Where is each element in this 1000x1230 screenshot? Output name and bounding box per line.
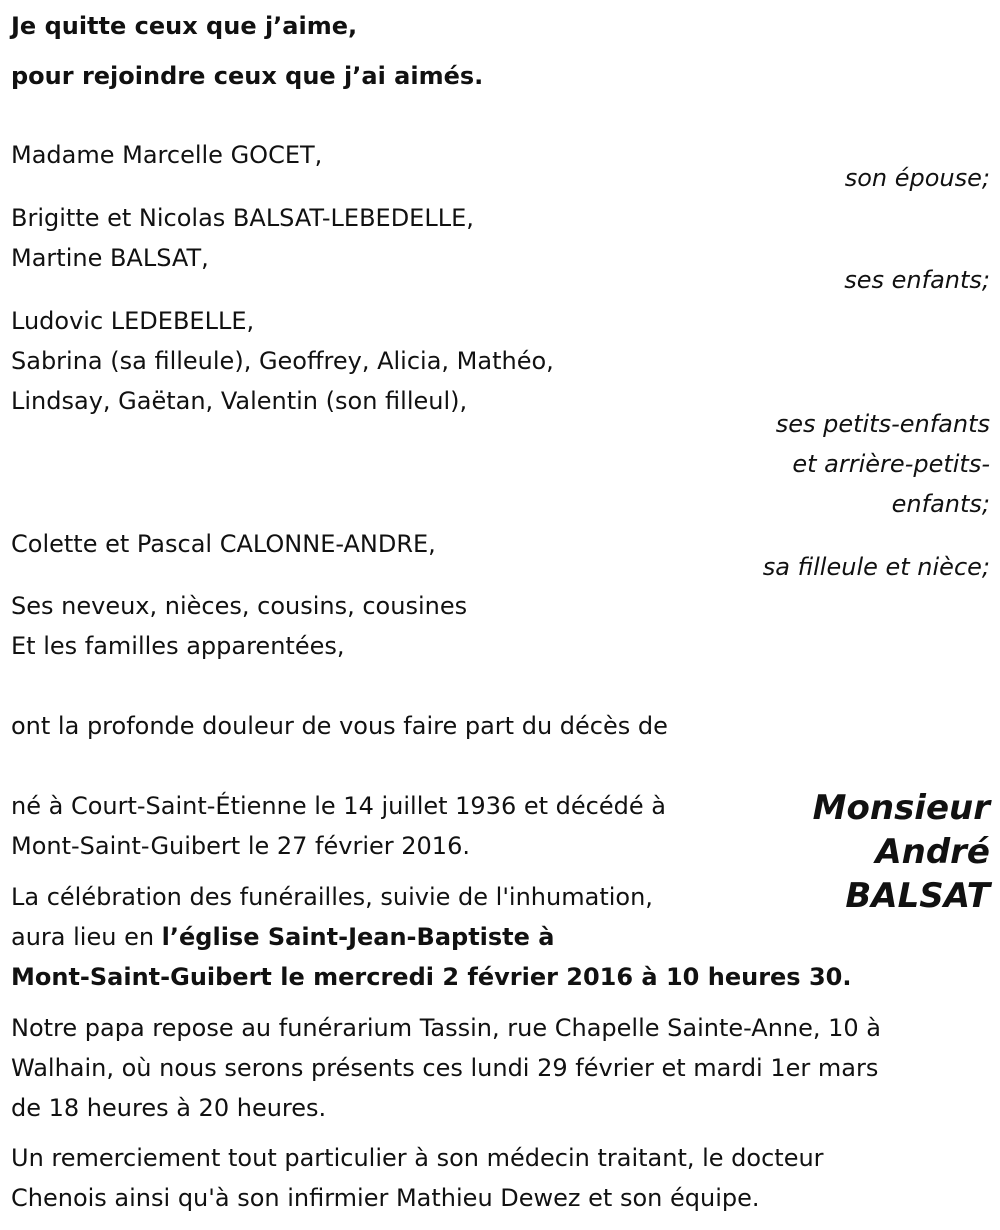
funeral-date: Mont-Saint-Guibert le mercredi 2 février 2016 à 10 heures 30.: [11, 963, 852, 991]
spouse-name: Madame Marcelle GOCET,: [11, 141, 323, 169]
thanks-line: Chenois ainsi qu'à son infirmier Mathieu Dewez et son équipe.: [11, 1184, 760, 1212]
grandchild-name: Lindsay, Gaëtan, Valentin (son filleul),: [11, 387, 468, 415]
grandchild-name: Sabrina (sa filleule), Geoffrey, Alicia, Mathéo,: [11, 347, 554, 375]
announcement: ont la profonde douleur de vous faire part du décès de: [11, 712, 668, 740]
deceased-last-name: BALSAT: [845, 876, 990, 916]
thanks-line: Un remerciement tout particulier à son médecin traitant, le docteur: [11, 1144, 824, 1172]
child-name: Martine BALSAT,: [11, 244, 209, 272]
deceased-first-name: André: [875, 832, 990, 872]
epigraph-line-1: Je quitte ceux que j’aime,: [11, 12, 358, 40]
epigraph-line-2: pour rejoindre ceux que j’ai aimés.: [11, 62, 484, 90]
grandchildren-relation-line: ses petits-enfants: [775, 410, 990, 438]
spouse-relation: son épouse;: [844, 164, 990, 192]
grandchildren-relation-line: enfants;: [891, 490, 990, 518]
funeral-church: l’église Saint-Jean-Baptiste à: [161, 923, 555, 951]
birth-death-line: né à Court-Saint-Étienne le 14 juillet 1936 et décédé à: [11, 792, 666, 820]
grandchildren-relation-line: et arrière-petits-: [792, 450, 990, 478]
other-relatives-line: Et les familles apparentées,: [11, 632, 345, 660]
children-relation: ses enfants;: [844, 266, 990, 294]
other-relatives-line: Ses neveux, nièces, cousins, cousines: [11, 592, 468, 620]
deceased-title: Monsieur: [812, 788, 990, 828]
grandchild-name: Ludovic LEDEBELLE,: [11, 307, 255, 335]
deceased-name: [770, 786, 990, 918]
goddaughter-relation: sa filleule et nièce;: [762, 553, 990, 581]
child-name: Brigitte et Nicolas BALSAT-LEBEDELLE,: [11, 204, 474, 232]
birth-death-line: Mont-Saint-Guibert le 27 février 2016.: [11, 832, 470, 860]
funeral-line: [11, 917, 554, 957]
funerarium-line: Notre papa repose au funérarium Tassin, rue Chapelle Sainte-Anne, 10 à: [11, 1014, 882, 1042]
funeral-line-plain: aura lieu en: [11, 923, 162, 951]
goddaughter-name: Colette et Pascal CALONNE-ANDRE,: [11, 530, 436, 558]
funerarium-line: de 18 heures à 20 heures.: [11, 1094, 327, 1122]
funeral-line: La célébration des funérailles, suivie de l'inhumation,: [11, 883, 653, 911]
funerarium-line: Walhain, où nous serons présents ces lundi 29 février et mardi 1er mars: [11, 1054, 879, 1082]
